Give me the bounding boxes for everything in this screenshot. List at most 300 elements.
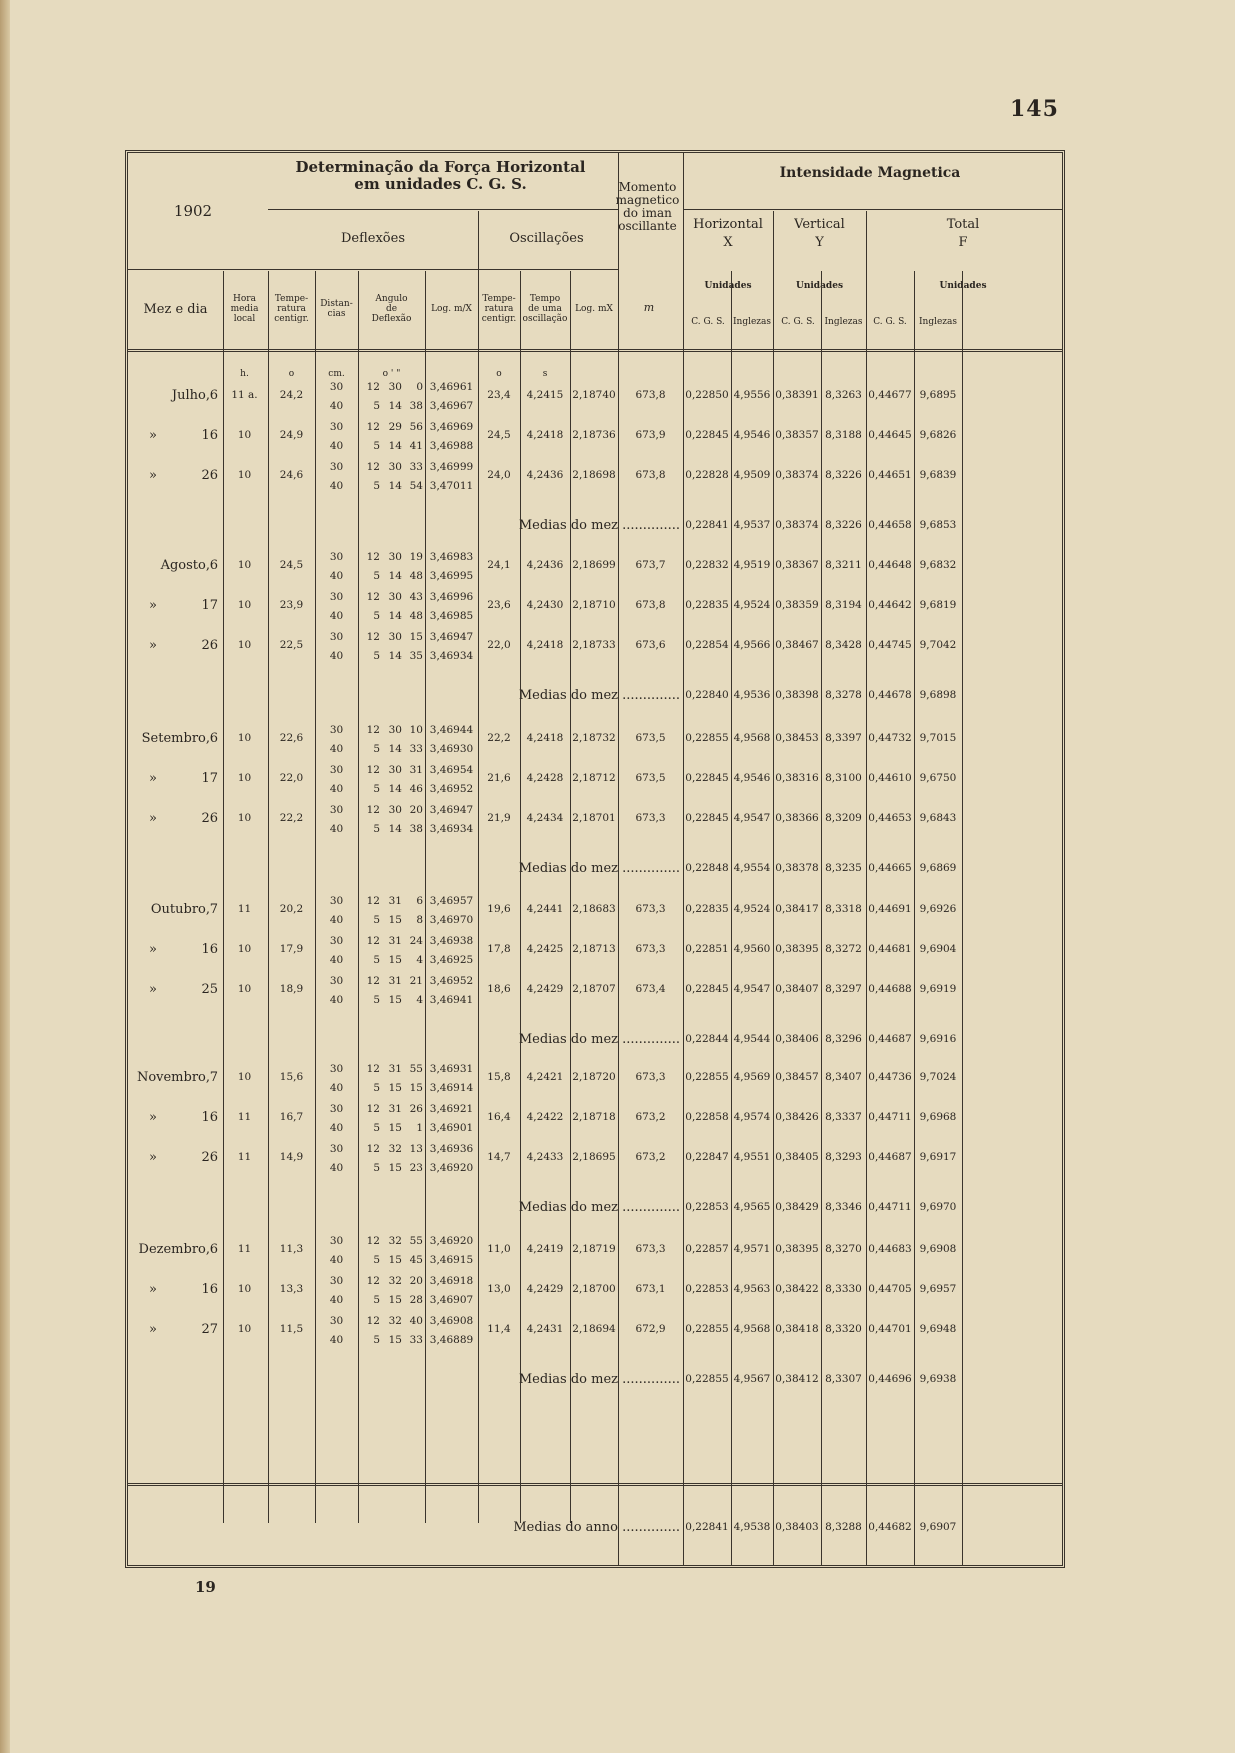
vy-ing-value: 8,3194 <box>825 599 862 611</box>
tf-ing-value: 9,6839 <box>919 469 957 481</box>
anno-vy-cgs: 0,38403 <box>775 1521 819 1533</box>
column-rule <box>866 211 867 1565</box>
unit-temp2: o <box>496 369 502 379</box>
temp-value: 24,6 <box>279 469 304 481</box>
distance-value: 30 <box>329 1063 344 1075</box>
distance-value: 40 <box>329 650 344 662</box>
anno-hx-ing: 4,9538 <box>733 1521 771 1533</box>
log-ratio-value: 3,46957 <box>429 895 474 907</box>
medias-tf-ing: 9,6898 <box>919 689 957 701</box>
anno-tf-ing: 9,6907 <box>919 1521 957 1533</box>
oscillacoes-heading: Oscillações <box>509 231 584 246</box>
medias-tf-cgs: 0,44687 <box>868 1033 912 1045</box>
angle-minutes: 32 <box>388 1315 402 1327</box>
temp2-heading-3: centigr. <box>481 314 517 324</box>
tf-cgs-value: 0,44732 <box>868 732 912 744</box>
log-ratio-value: 3,46969 <box>429 421 474 433</box>
hx-cgs-value: 0,22828 <box>685 469 729 481</box>
distance-value: 30 <box>329 935 344 947</box>
log-ratio-value: 3,46983 <box>429 551 474 563</box>
angle-minutes: 29 <box>388 421 402 433</box>
distance-value: 40 <box>329 783 344 795</box>
angle-seconds: 4 <box>416 994 423 1006</box>
tf-ing-value: 9,7042 <box>919 639 957 651</box>
vertical-heading: Vertical <box>794 217 845 232</box>
tf-ing-value: 9,6908 <box>919 1243 957 1255</box>
angle-seconds: 20 <box>409 1275 423 1287</box>
angle-minutes: 15 <box>388 1122 402 1134</box>
tf-ing-value: 9,7024 <box>919 1071 957 1083</box>
distance-value: 40 <box>329 610 344 622</box>
angulo-heading-1: Angulo <box>375 294 408 304</box>
temp-value: 11,5 <box>279 1323 304 1335</box>
temp2-value: 21,6 <box>487 772 511 784</box>
tf-ing-value: 9,6957 <box>919 1283 957 1295</box>
vy-cgs-value: 0,38405 <box>775 1151 819 1163</box>
horizontal-symbol: X <box>723 235 733 250</box>
month-name: Setembro, <box>141 731 210 746</box>
column-rule <box>478 211 479 1523</box>
log-ratio-value: 3,46914 <box>429 1082 474 1094</box>
log-ratio-value: 3,46936 <box>429 1143 474 1155</box>
moment-value: 673,6 <box>635 639 666 651</box>
log-mx-value: 2,18736 <box>572 429 616 441</box>
medias-do-mez-label: Medias do mez .............. <box>518 1372 680 1387</box>
angle-degrees: 5 <box>373 440 380 452</box>
distance-value: 40 <box>329 954 344 966</box>
angle-minutes: 30 <box>388 591 402 603</box>
temp2-value: 24,0 <box>487 469 511 481</box>
ditto-mark: » <box>149 428 157 443</box>
medias-vy-cgs: 0,38429 <box>775 1201 819 1213</box>
tempo-value: 4,2433 <box>526 1151 564 1163</box>
hx-cgs-value: 0,22853 <box>685 1283 729 1295</box>
horizontal-heading: Horizontal <box>693 217 763 232</box>
angle-degrees: 12 <box>366 421 380 433</box>
moment-value: 673,5 <box>635 772 666 784</box>
angle-minutes: 15 <box>388 1294 402 1306</box>
log-ratio-value: 3,46925 <box>429 954 474 966</box>
row-rule <box>128 269 618 270</box>
distance-value: 30 <box>329 895 344 907</box>
cgs-f-heading: C. G. S. <box>873 317 907 327</box>
ing-y-heading: Inglezas <box>824 317 863 327</box>
angle-seconds: 10 <box>409 724 423 736</box>
angle-seconds: 46 <box>409 783 423 795</box>
medias-hx-cgs: 0,22853 <box>685 1201 729 1213</box>
angle-degrees: 12 <box>366 804 380 816</box>
distance-value: 40 <box>329 480 344 492</box>
tempo-value: 4,2429 <box>526 1283 564 1295</box>
angle-degrees: 5 <box>373 650 380 662</box>
temp-value: 14,9 <box>279 1151 304 1163</box>
medias-vy-ing: 8,3235 <box>825 862 862 874</box>
angle-seconds: 40 <box>409 1315 423 1327</box>
temp-value: 23,9 <box>279 599 304 611</box>
angle-seconds: 26 <box>409 1103 423 1115</box>
log-mx-value: 2,18713 <box>572 943 616 955</box>
angle-degrees: 12 <box>366 1063 380 1075</box>
vy-ing-value: 8,3211 <box>825 559 862 571</box>
tempo-heading-1: Tempo <box>529 294 561 304</box>
ditto-mark: » <box>149 1322 157 1337</box>
tf-ing-value: 9,7015 <box>919 732 957 744</box>
vy-cgs-value: 0,38395 <box>775 943 819 955</box>
vertical-symbol: Y <box>815 235 824 250</box>
vy-cgs-value: 0,38417 <box>775 903 819 915</box>
day-number: 6 <box>209 388 218 403</box>
angle-seconds: 38 <box>409 823 423 835</box>
medias-vy-ing: 8,3296 <box>825 1033 862 1045</box>
hx-cgs-value: 0,22845 <box>685 983 729 995</box>
moment-value: 673,3 <box>635 1243 666 1255</box>
cgs-y-heading: C. G. S. <box>781 317 815 327</box>
hx-cgs-value: 0,22851 <box>685 943 729 955</box>
angle-degrees: 5 <box>373 1162 380 1174</box>
log-mx-value: 2,18733 <box>572 639 616 651</box>
tf-cgs-value: 0,44681 <box>868 943 912 955</box>
tf-ing-value: 9,6832 <box>919 559 957 571</box>
tempo-value: 4,2415 <box>526 389 564 401</box>
angle-minutes: 31 <box>388 895 402 907</box>
day-number: 16 <box>201 428 218 443</box>
tf-cgs-value: 0,44642 <box>868 599 912 611</box>
angle-seconds: 23 <box>409 1162 423 1174</box>
tf-cgs-value: 0,44677 <box>868 389 912 401</box>
temp-heading-1: Tempe- <box>274 294 309 304</box>
vy-cgs-value: 0,38395 <box>775 1243 819 1255</box>
hx-cgs-value: 0,22858 <box>685 1111 729 1123</box>
angle-degrees: 12 <box>366 631 380 643</box>
log-mx-value: 2,18720 <box>572 1071 616 1083</box>
momento-line1: Momento <box>618 180 677 194</box>
distance-value: 40 <box>329 440 344 452</box>
hora-value: 10 <box>237 772 252 784</box>
log-ratio-value: 3,46999 <box>429 461 474 473</box>
dist-heading-2: cias <box>327 309 346 319</box>
temp-value: 24,2 <box>279 389 304 401</box>
angle-degrees: 5 <box>373 570 380 582</box>
vy-cgs-value: 0,38391 <box>775 389 819 401</box>
log-mx-value: 2,18732 <box>572 732 616 744</box>
momento-line3: do iman <box>623 206 672 220</box>
angle-minutes: 14 <box>388 480 402 492</box>
distance-value: 30 <box>329 1235 344 1247</box>
temp-value: 22,2 <box>279 812 304 824</box>
angle-seconds: 33 <box>409 1334 423 1346</box>
vy-cgs-value: 0,38418 <box>775 1323 819 1335</box>
temp2-heading-2: ratura <box>484 304 514 314</box>
angle-seconds: 13 <box>409 1143 423 1155</box>
angle-seconds: 45 <box>409 1254 423 1266</box>
medias-vy-cgs: 0,38374 <box>775 519 819 531</box>
tempo-value: 4,2441 <box>526 903 564 915</box>
angle-seconds: 24 <box>409 935 423 947</box>
temp2-value: 19,6 <box>487 903 511 915</box>
angle-degrees: 12 <box>366 724 380 736</box>
moment-value: 673,3 <box>635 943 666 955</box>
temp2-value: 23,6 <box>487 599 511 611</box>
hora-value: 11 a. <box>231 389 258 401</box>
temp2-value: 23,4 <box>487 389 511 401</box>
tf-ing-value: 9,6968 <box>919 1111 957 1123</box>
medias-do-anno-label: Medias do anno .............. <box>513 1520 680 1535</box>
temp2-value: 17,8 <box>487 943 511 955</box>
angle-minutes: 14 <box>388 440 402 452</box>
angle-degrees: 12 <box>366 551 380 563</box>
temp2-value: 16,4 <box>487 1111 511 1123</box>
hora-value: 10 <box>237 983 252 995</box>
ditto-mark: » <box>149 982 157 997</box>
temp2-value: 18,6 <box>487 983 511 995</box>
tf-ing-value: 9,6826 <box>919 429 957 441</box>
vy-ing-value: 8,3397 <box>825 732 862 744</box>
vy-ing-value: 8,3318 <box>825 903 862 915</box>
medias-hx-ing: 4,9567 <box>733 1373 771 1385</box>
distance-value: 30 <box>329 631 344 643</box>
angle-degrees: 5 <box>373 954 380 966</box>
log-ratio-value: 3,46915 <box>429 1254 474 1266</box>
distance-value: 40 <box>329 570 344 582</box>
distance-value: 40 <box>329 823 344 835</box>
distance-value: 40 <box>329 1334 344 1346</box>
tf-cgs-value: 0,44648 <box>868 559 912 571</box>
log-mx-value: 2,18695 <box>572 1151 616 1163</box>
tf-cgs-value: 0,44645 <box>868 429 912 441</box>
angle-seconds: 43 <box>409 591 423 603</box>
column-rule <box>914 271 915 1565</box>
moment-value: 673,8 <box>635 469 666 481</box>
moment-value: 673,8 <box>635 389 666 401</box>
moment-value: 673,5 <box>635 732 666 744</box>
angle-minutes: 30 <box>388 764 402 776</box>
angle-minutes: 14 <box>388 610 402 622</box>
angle-degrees: 5 <box>373 743 380 755</box>
hora-value: 10 <box>237 559 252 571</box>
angle-seconds: 15 <box>409 1082 423 1094</box>
angle-minutes: 15 <box>388 914 402 926</box>
angle-seconds: 19 <box>409 551 423 563</box>
temp-value: 24,5 <box>279 559 304 571</box>
medias-tf-ing: 9,6853 <box>919 519 957 531</box>
day-number: 26 <box>201 638 218 653</box>
angulo-heading-2: de <box>385 304 398 314</box>
column-rule <box>821 271 822 1565</box>
medias-do-mez-label: Medias do mez .............. <box>518 688 680 703</box>
vy-ing-value: 8,3272 <box>825 943 862 955</box>
ditto-mark: » <box>149 638 157 653</box>
hx-ing-value: 4,9547 <box>733 812 771 824</box>
temp-value: 22,5 <box>279 639 304 651</box>
log-ratio-value: 3,46952 <box>429 975 474 987</box>
m-heading: m <box>643 301 655 314</box>
unidades-x: Unidades <box>704 281 752 291</box>
angle-minutes: 30 <box>388 804 402 816</box>
log-ratio-value: 3,46985 <box>429 610 474 622</box>
medias-hx-cgs: 0,22840 <box>685 689 729 701</box>
temp-value: 18,9 <box>279 983 304 995</box>
unit-dist: cm. <box>328 369 345 379</box>
log-ratio-value: 3,46930 <box>429 743 474 755</box>
angle-minutes: 32 <box>388 1143 402 1155</box>
column-rule <box>315 271 316 1523</box>
angle-degrees: 5 <box>373 1082 380 1094</box>
day-number: 16 <box>201 1110 218 1125</box>
tempo-heading-3: oscillação <box>522 314 568 324</box>
angle-degrees: 12 <box>366 461 380 473</box>
distance-value: 30 <box>329 1143 344 1155</box>
hx-ing-value: 4,9571 <box>733 1243 771 1255</box>
medias-hx-cgs: 0,22841 <box>685 519 729 531</box>
temp-value: 20,2 <box>279 903 304 915</box>
angle-minutes: 14 <box>388 650 402 662</box>
vy-cgs-value: 0,38357 <box>775 429 819 441</box>
tempo-value: 4,2430 <box>526 599 564 611</box>
day-number: 26 <box>201 1150 218 1165</box>
log-ratio-value: 3,46938 <box>429 935 474 947</box>
hora-value: 10 <box>237 1323 252 1335</box>
medias-tf-cgs: 0,44658 <box>868 519 912 531</box>
distance-value: 30 <box>329 421 344 433</box>
vy-cgs-value: 0,38316 <box>775 772 819 784</box>
angle-minutes: 14 <box>388 823 402 835</box>
log-ratio-value: 3,46995 <box>429 570 474 582</box>
temp-value: 24,9 <box>279 429 304 441</box>
vy-cgs-value: 0,38407 <box>775 983 819 995</box>
hx-ing-value: 4,9560 <box>733 943 771 955</box>
ditto-mark: » <box>149 598 157 613</box>
log-ratio-value: 3,46918 <box>429 1275 474 1287</box>
tf-ing-value: 9,6819 <box>919 599 957 611</box>
log-ratio-value: 3,46908 <box>429 1315 474 1327</box>
dist-heading-1: Distan- <box>320 299 353 309</box>
hx-ing-value: 4,9546 <box>733 772 771 784</box>
angulo-heading-3: Deflexão <box>371 314 412 324</box>
log-ratio-value: 3,47011 <box>429 480 474 492</box>
hora-value: 10 <box>237 943 252 955</box>
vy-cgs-value: 0,38366 <box>775 812 819 824</box>
tf-ing-value: 9,6895 <box>919 389 957 401</box>
day-number: 7 <box>209 902 218 917</box>
tempo-value: 4,2418 <box>526 639 564 651</box>
distance-value: 30 <box>329 1315 344 1327</box>
anno-hx-cgs: 0,22841 <box>685 1521 729 1533</box>
anno-tf-cgs: 0,44682 <box>868 1521 912 1533</box>
angle-seconds: 35 <box>409 650 423 662</box>
medias-vy-ing: 8,3226 <box>825 519 862 531</box>
day-number: 16 <box>201 942 218 957</box>
distance-value: 30 <box>329 975 344 987</box>
angle-seconds: 1 <box>416 1122 423 1134</box>
distance-value: 40 <box>329 1254 344 1266</box>
angle-seconds: 54 <box>409 480 423 492</box>
moment-value: 673,7 <box>635 559 666 571</box>
medias-hx-ing: 4,9544 <box>733 1033 771 1045</box>
ditto-mark: » <box>149 1150 157 1165</box>
day-number: 17 <box>201 598 218 613</box>
tempo-value: 4,2418 <box>526 732 564 744</box>
angle-minutes: 14 <box>388 570 402 582</box>
medias-hx-cgs: 0,22844 <box>685 1033 729 1045</box>
hora-value: 10 <box>237 732 252 744</box>
day-number: 26 <box>201 811 218 826</box>
angle-minutes: 15 <box>388 1162 402 1174</box>
moment-value: 673,2 <box>635 1111 666 1123</box>
angle-seconds: 33 <box>409 743 423 755</box>
hx-cgs-value: 0,22857 <box>685 1243 729 1255</box>
hora-value: 11 <box>237 903 252 915</box>
month-name: Dezembro, <box>138 1242 210 1257</box>
log-ratio-value: 3,46947 <box>429 631 474 643</box>
temp2-value: 22,0 <box>487 639 511 651</box>
vy-ing-value: 8,3297 <box>825 983 862 995</box>
tf-cgs-value: 0,44683 <box>868 1243 912 1255</box>
log-ratio-value: 3,46921 <box>429 1103 474 1115</box>
medias-tf-cgs: 0,44665 <box>868 862 912 874</box>
angle-seconds: 8 <box>416 914 423 926</box>
angle-degrees: 12 <box>366 1315 380 1327</box>
temp2-value: 15,8 <box>487 1071 511 1083</box>
tempo-heading-2: de uma <box>528 304 562 314</box>
distance-value: 30 <box>329 764 344 776</box>
angle-seconds: 6 <box>416 895 423 907</box>
angle-minutes: 30 <box>388 381 402 393</box>
vy-ing-value: 8,3407 <box>825 1071 862 1083</box>
day-number: 17 <box>201 771 218 786</box>
magnetic-intensity-table <box>125 150 1065 1568</box>
hx-cgs-value: 0,22832 <box>685 559 729 571</box>
tempo-value: 4,2422 <box>526 1111 564 1123</box>
angle-minutes: 31 <box>388 1103 402 1115</box>
mez-dia-heading: Mez e dia <box>143 302 208 317</box>
ditto-mark: » <box>149 942 157 957</box>
deflexoes-heading: Deflexões <box>340 231 405 246</box>
log-ratio-value: 3,46996 <box>429 591 474 603</box>
log-mx-value: 2,18707 <box>572 983 616 995</box>
angle-degrees: 12 <box>366 381 380 393</box>
log-mx-value: 2,18718 <box>572 1111 616 1123</box>
angle-degrees: 5 <box>373 914 380 926</box>
log-mx-value: 2,18719 <box>572 1243 616 1255</box>
ditto-mark: » <box>149 1110 157 1125</box>
tf-cgs-value: 0,44736 <box>868 1071 912 1083</box>
moment-value: 673,2 <box>635 1151 666 1163</box>
tempo-value: 4,2425 <box>526 943 564 955</box>
day-number: 27 <box>201 1322 218 1337</box>
angle-seconds: 31 <box>409 764 423 776</box>
unit-temp: o <box>288 369 295 379</box>
ing-f-heading: Inglezas <box>918 317 958 327</box>
log-ratio-value: 3,46920 <box>429 1235 474 1247</box>
tf-cgs-value: 0,44745 <box>868 639 912 651</box>
temp-heading-3: centigr. <box>274 314 309 324</box>
distance-value: 40 <box>329 1294 344 1306</box>
cgs-x-heading: C. G. S. <box>691 317 725 327</box>
angle-seconds: 38 <box>409 400 423 412</box>
tf-cgs-value: 0,44691 <box>868 903 912 915</box>
day-number: 6 <box>209 731 218 746</box>
log-ratio-value: 3,46954 <box>429 764 474 776</box>
medias-tf-ing: 9,6916 <box>919 1033 957 1045</box>
vy-cgs-value: 0,38359 <box>775 599 819 611</box>
angle-degrees: 12 <box>366 1275 380 1287</box>
tf-cgs-value: 0,44653 <box>868 812 912 824</box>
angle-degrees: 12 <box>366 895 380 907</box>
medias-tf-cgs: 0,44711 <box>868 1201 912 1213</box>
temp-value: 13,3 <box>279 1283 304 1295</box>
vy-cgs-value: 0,38426 <box>775 1111 819 1123</box>
column-rule <box>773 211 774 1565</box>
